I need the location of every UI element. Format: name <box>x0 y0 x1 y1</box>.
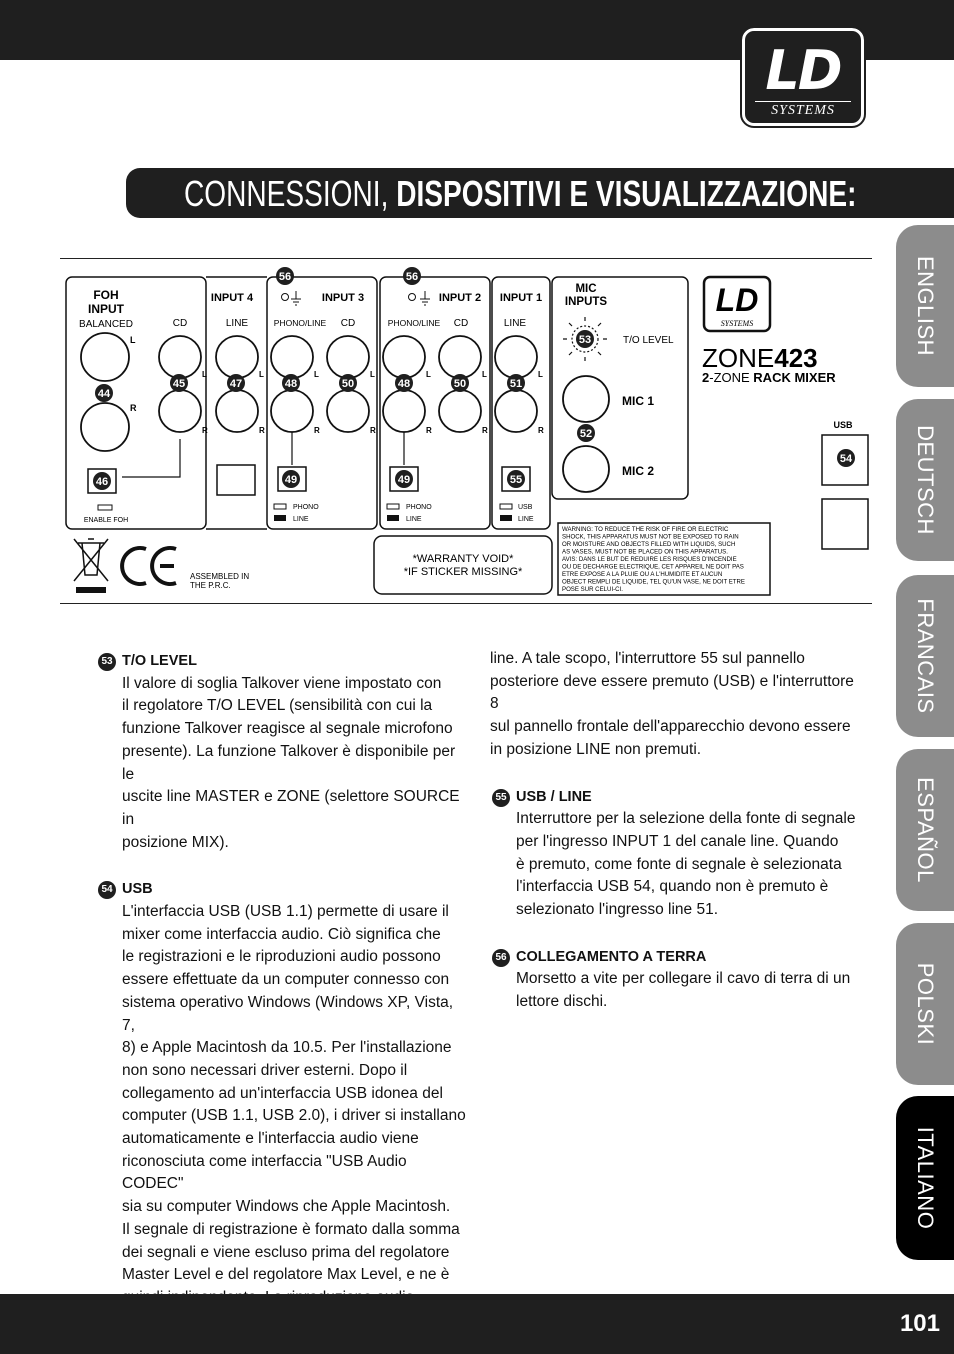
tab-italiano[interactable] <box>896 1096 954 1260</box>
section-body: L'interfaccia USB (USB 1.1) permette di usare il mixer come interfaccia audio. Ciò significa che le registrazioni e le riproduzioni audio possono essere effettuate da un computer connesso con sistema operativo Windows (Windows XP, Vista, 7, 8) e Apple Macintosh da 10.5. Per l'installazione non sono necessari driver esterni. Dopo il collegamento ad un'interfaccia USB idonea del computer (USB 1.1, USB 2.0), i driver si installano automaticamente e l'interfaccia audio viene riconosciuta come interfaccia "USB Audio CODEC" sia su computer Windows che Apple Macintosh. Il segnale di registrazione è formato dalla somma dei segnali e viene escluso prima del regolatore Master Level e del regolatore Max Level, e ne è <box>122 903 466 1284</box>
mic2-jack <box>563 446 609 492</box>
foh-r-jack <box>81 403 129 451</box>
warning-line: OBJECT REMPLI DE LIQUIDE, TEL QU'UN VASE, NE DOIT ETRE <box>562 578 745 586</box>
rear-panel-svg <box>60 259 872 605</box>
input2-cd-l <box>439 336 481 378</box>
rear-panel-diagram <box>60 258 872 604</box>
input4-area <box>206 277 268 529</box>
jack-l-marker: L <box>259 370 264 379</box>
input4-line-l <box>216 336 258 378</box>
warranty-line1: *WARRANTY VOID* <box>412 553 514 565</box>
input2-line-label: LINE <box>406 516 422 523</box>
callout-46: 46 <box>95 476 109 488</box>
text-column-left <box>96 648 468 1354</box>
input3-cd-l <box>327 336 369 378</box>
input1-line-label: LINE <box>518 516 534 523</box>
callout-56b: 56 <box>405 271 419 283</box>
callout-45: 45 <box>172 378 186 390</box>
callout-50b: 50 <box>453 378 467 390</box>
input4-frame-lines <box>206 277 267 529</box>
callout-53: 53 <box>578 334 592 346</box>
brand-logo-sub: SYSTEMS <box>720 319 754 328</box>
tab-label: FRANCAIS <box>913 598 938 714</box>
callout-48: 48 <box>284 378 298 390</box>
jack-l-marker: L <box>538 370 543 379</box>
switch-indicator-down <box>500 515 512 521</box>
input1-line: LINE <box>503 318 527 329</box>
enable-foh-label: ENABLE FOH <box>83 517 129 524</box>
input2-cd-r <box>439 390 481 432</box>
callout-49: 49 <box>284 474 298 486</box>
ground-symbol-icon <box>291 291 301 305</box>
mic1-jack <box>563 376 609 422</box>
foh-input: INPUT <box>88 302 124 316</box>
logo-subtitle: SYSTEMS <box>755 101 851 119</box>
ld-systems-logo <box>742 28 864 126</box>
mic-frame <box>552 277 688 499</box>
input4-cd-l <box>159 336 201 378</box>
foh-title: FOH <box>93 288 119 302</box>
input3-phonoline: PHONO/LINE <box>273 318 327 328</box>
warning-text <box>562 526 745 593</box>
model-name <box>702 343 818 373</box>
input2-phono-r <box>383 390 425 432</box>
mic2-label: MIC 2 <box>622 464 655 478</box>
weee-bin-icon <box>74 539 108 593</box>
callout-48b: 48 <box>397 378 411 390</box>
blank-plate <box>822 499 868 549</box>
jack-r-marker: R <box>314 426 320 435</box>
section-heading: USB <box>122 881 153 898</box>
section-body: Interruttore per la selezione della fonte di segnale per l'ingresso INPUT 1 del canale line. Quando è premuto, come fonte di segnale è selezionata l'interfaccia USB 54, quando non è premuto è selezionato l'ingresso line 51. <box>516 810 856 919</box>
warning-line: WARNING: TO REDUCE THE RISK OF FIRE OR ELECTRIC <box>562 526 729 533</box>
ce-mark-icon <box>122 548 176 584</box>
input3-phono-r <box>271 390 313 432</box>
callout-55: 55 <box>509 474 523 486</box>
jack-l-marker: L <box>202 370 207 379</box>
callout-44: 44 <box>97 388 111 400</box>
section-heading: USB / LINE <box>516 788 592 805</box>
section-56 <box>490 944 862 1014</box>
logo-mark: LD <box>765 39 841 102</box>
tab-deutsch[interactable] <box>896 399 954 561</box>
switch-indicator-up <box>500 504 512 509</box>
input1-title: INPUT 1 <box>499 292 543 304</box>
input4-line-r <box>216 390 258 432</box>
input2-phono-l <box>383 336 425 378</box>
brand-logo-mark: LD <box>715 282 759 318</box>
jack-l-marker: L <box>482 370 487 379</box>
tab-francais[interactable] <box>896 575 954 737</box>
callout-54: 54 <box>839 453 853 465</box>
tab-espanol[interactable] <box>896 749 954 911</box>
callout-52: 52 <box>579 428 593 440</box>
assembled-line1: ASSEMBLED IN <box>190 572 250 581</box>
input4-blank-plate <box>217 465 255 495</box>
jack-r-marker: R <box>259 426 265 435</box>
desc-light: -ZONE <box>709 370 754 385</box>
section-number-badge: 53 <box>98 653 116 671</box>
page-title <box>184 173 856 215</box>
desc-bold: RACK MIXER <box>753 370 836 385</box>
section-body: Il valore di soglia Talkover viene impostato con il regolatore T/O LEVEL (sensibilità con cui la funzione Talkover reagisce al segnale microfono presente). La funzione Talkover è disponibile per le uscite line MASTER e ZONE (selettore SOURCE in posizione MIX). <box>122 674 460 851</box>
warning-line: OU DE DECHARGE ELECTRIQUE, CET APPAREIL NE DOIT PAS <box>562 563 744 571</box>
section-number-badge: 56 <box>492 949 510 967</box>
jack-r-marker: R <box>482 426 488 435</box>
foh-l-label: L <box>130 335 136 345</box>
section-54-continued: line. A tale scopo, l'interruttore 55 sul pannello posteriore deve essere premuto (USB) e l'interruttore 8 sul pannello frontale dell'apparecchio devono essere in posizione LINE non premuti. <box>490 650 854 758</box>
warning-line: POSE SUR CELUI-CI. <box>562 586 623 593</box>
section-number-badge: 55 <box>492 789 510 807</box>
warranty-sticker <box>374 536 552 594</box>
foh-balanced: BALANCED <box>79 319 133 330</box>
section-heading: COLLEGAMENTO A TERRA <box>516 948 707 965</box>
tab-label: ESPAÑOL <box>913 777 938 883</box>
section-54 <box>96 876 468 1332</box>
input4-title: INPUT 4 <box>210 292 254 304</box>
input4-cd: CD <box>172 318 188 329</box>
jack-r-marker: R <box>538 426 544 435</box>
switch-indicator-up <box>274 504 286 509</box>
foh-link-line <box>122 439 180 477</box>
usb-label: USB <box>833 420 853 430</box>
switch-indicator-down <box>387 515 399 521</box>
callout-56: 56 <box>278 271 292 283</box>
warning-line: OR MOISTURE AND OBJECTS FILLED WITH LIQUIDS, SUCH <box>562 541 736 548</box>
jack-r-marker: R <box>370 426 376 435</box>
mic-title: MIC <box>575 283 597 295</box>
input1-usb-label: USB <box>518 504 533 511</box>
input1-r <box>495 390 537 432</box>
warranty-line2: *IF STICKER MISSING* <box>403 566 523 578</box>
desc-num: 2 <box>702 370 710 385</box>
input3-cd-r <box>327 390 369 432</box>
foh-r-label: R <box>130 403 137 413</box>
jack-r-marker: R <box>426 426 432 435</box>
ground-screw-icon <box>282 294 289 301</box>
input3-line-label: LINE <box>293 516 309 523</box>
input2-title: INPUT 2 <box>438 292 482 304</box>
input1-l <box>495 336 537 378</box>
section-number-badge: 54 <box>98 881 116 899</box>
input3-title: INPUT 3 <box>321 292 365 304</box>
jack-l-marker: L <box>370 370 375 379</box>
warning-line: SHOCK, THIS APPARATUS MUST NOT BE EXPOSED TO RAIN <box>562 533 739 541</box>
section-heading: T/O LEVEL <box>122 653 197 669</box>
to-level-label: T/O LEVEL <box>623 335 674 346</box>
tab-label: ITALIANO <box>913 1126 938 1230</box>
model-light: ZONE <box>702 343 775 373</box>
foh-l-jack <box>81 333 129 381</box>
page-number: 101 <box>899 1310 940 1337</box>
model-description <box>702 370 836 385</box>
input2-phonoline: PHONO/LINE <box>387 318 441 328</box>
section-55 <box>490 784 862 922</box>
section-title-bar <box>126 168 954 218</box>
tab-polski[interactable] <box>896 923 954 1085</box>
tab-label: ENGLISH <box>913 255 938 357</box>
input3-phono-label: PHONO <box>293 504 319 511</box>
tab-english[interactable] <box>896 225 954 387</box>
text-column-right <box>490 648 862 1036</box>
callout-50: 50 <box>341 378 355 390</box>
bottom-bar <box>0 1294 954 1354</box>
callout-49b: 49 <box>397 474 411 486</box>
model-bold: 423 <box>774 343 818 373</box>
callout-47: 47 <box>229 378 243 390</box>
jack-r-marker: R <box>202 426 208 435</box>
switch-indicator-up <box>387 504 399 509</box>
warning-line: ETRE EXPOSE A LA PLUIE OU A L'HUMIDITE ET AUCUN <box>562 571 723 578</box>
tab-label: POLSKI <box>913 962 938 1046</box>
warning-line: AVIS: DANS LE BUT DE REDUIRE LES RISQUES D'INCENDIE <box>562 556 737 563</box>
warning-line: AS VASES, MUST NOT BE PLACED ON THIS APPARATUS. <box>562 548 728 556</box>
input3-phono-l <box>271 336 313 378</box>
input4-cd-r <box>159 390 201 432</box>
input4-line: LINE <box>225 318 249 329</box>
enable-foh-indicator <box>98 505 112 510</box>
mic-inputs-title: INPUTS <box>564 296 608 308</box>
jack-l-marker: L <box>426 370 431 379</box>
input2-phono-label: PHONO <box>406 504 432 511</box>
mic1-label: MIC 1 <box>622 394 655 408</box>
tab-label: DEUTSCH <box>913 425 938 535</box>
ground-screw-icon <box>409 294 416 301</box>
switch-indicator-down <box>274 515 286 521</box>
input3-cd: CD <box>340 318 356 329</box>
section-body: Morsetto a vite per collegare il cavo di terra di un lettore dischi. <box>516 970 851 1011</box>
title-light: CONNESSIONI, <box>184 173 397 214</box>
jack-l-marker: L <box>314 370 319 379</box>
ground-symbol-icon <box>420 291 430 305</box>
assembled-line2: THE P.R.C. <box>190 581 231 590</box>
section-53 <box>96 648 468 854</box>
title-bold: DISPOSITIVI E VISUALIZZAZIONE: <box>396 173 857 214</box>
input2-cd: CD <box>453 318 469 329</box>
callout-51: 51 <box>509 378 523 390</box>
